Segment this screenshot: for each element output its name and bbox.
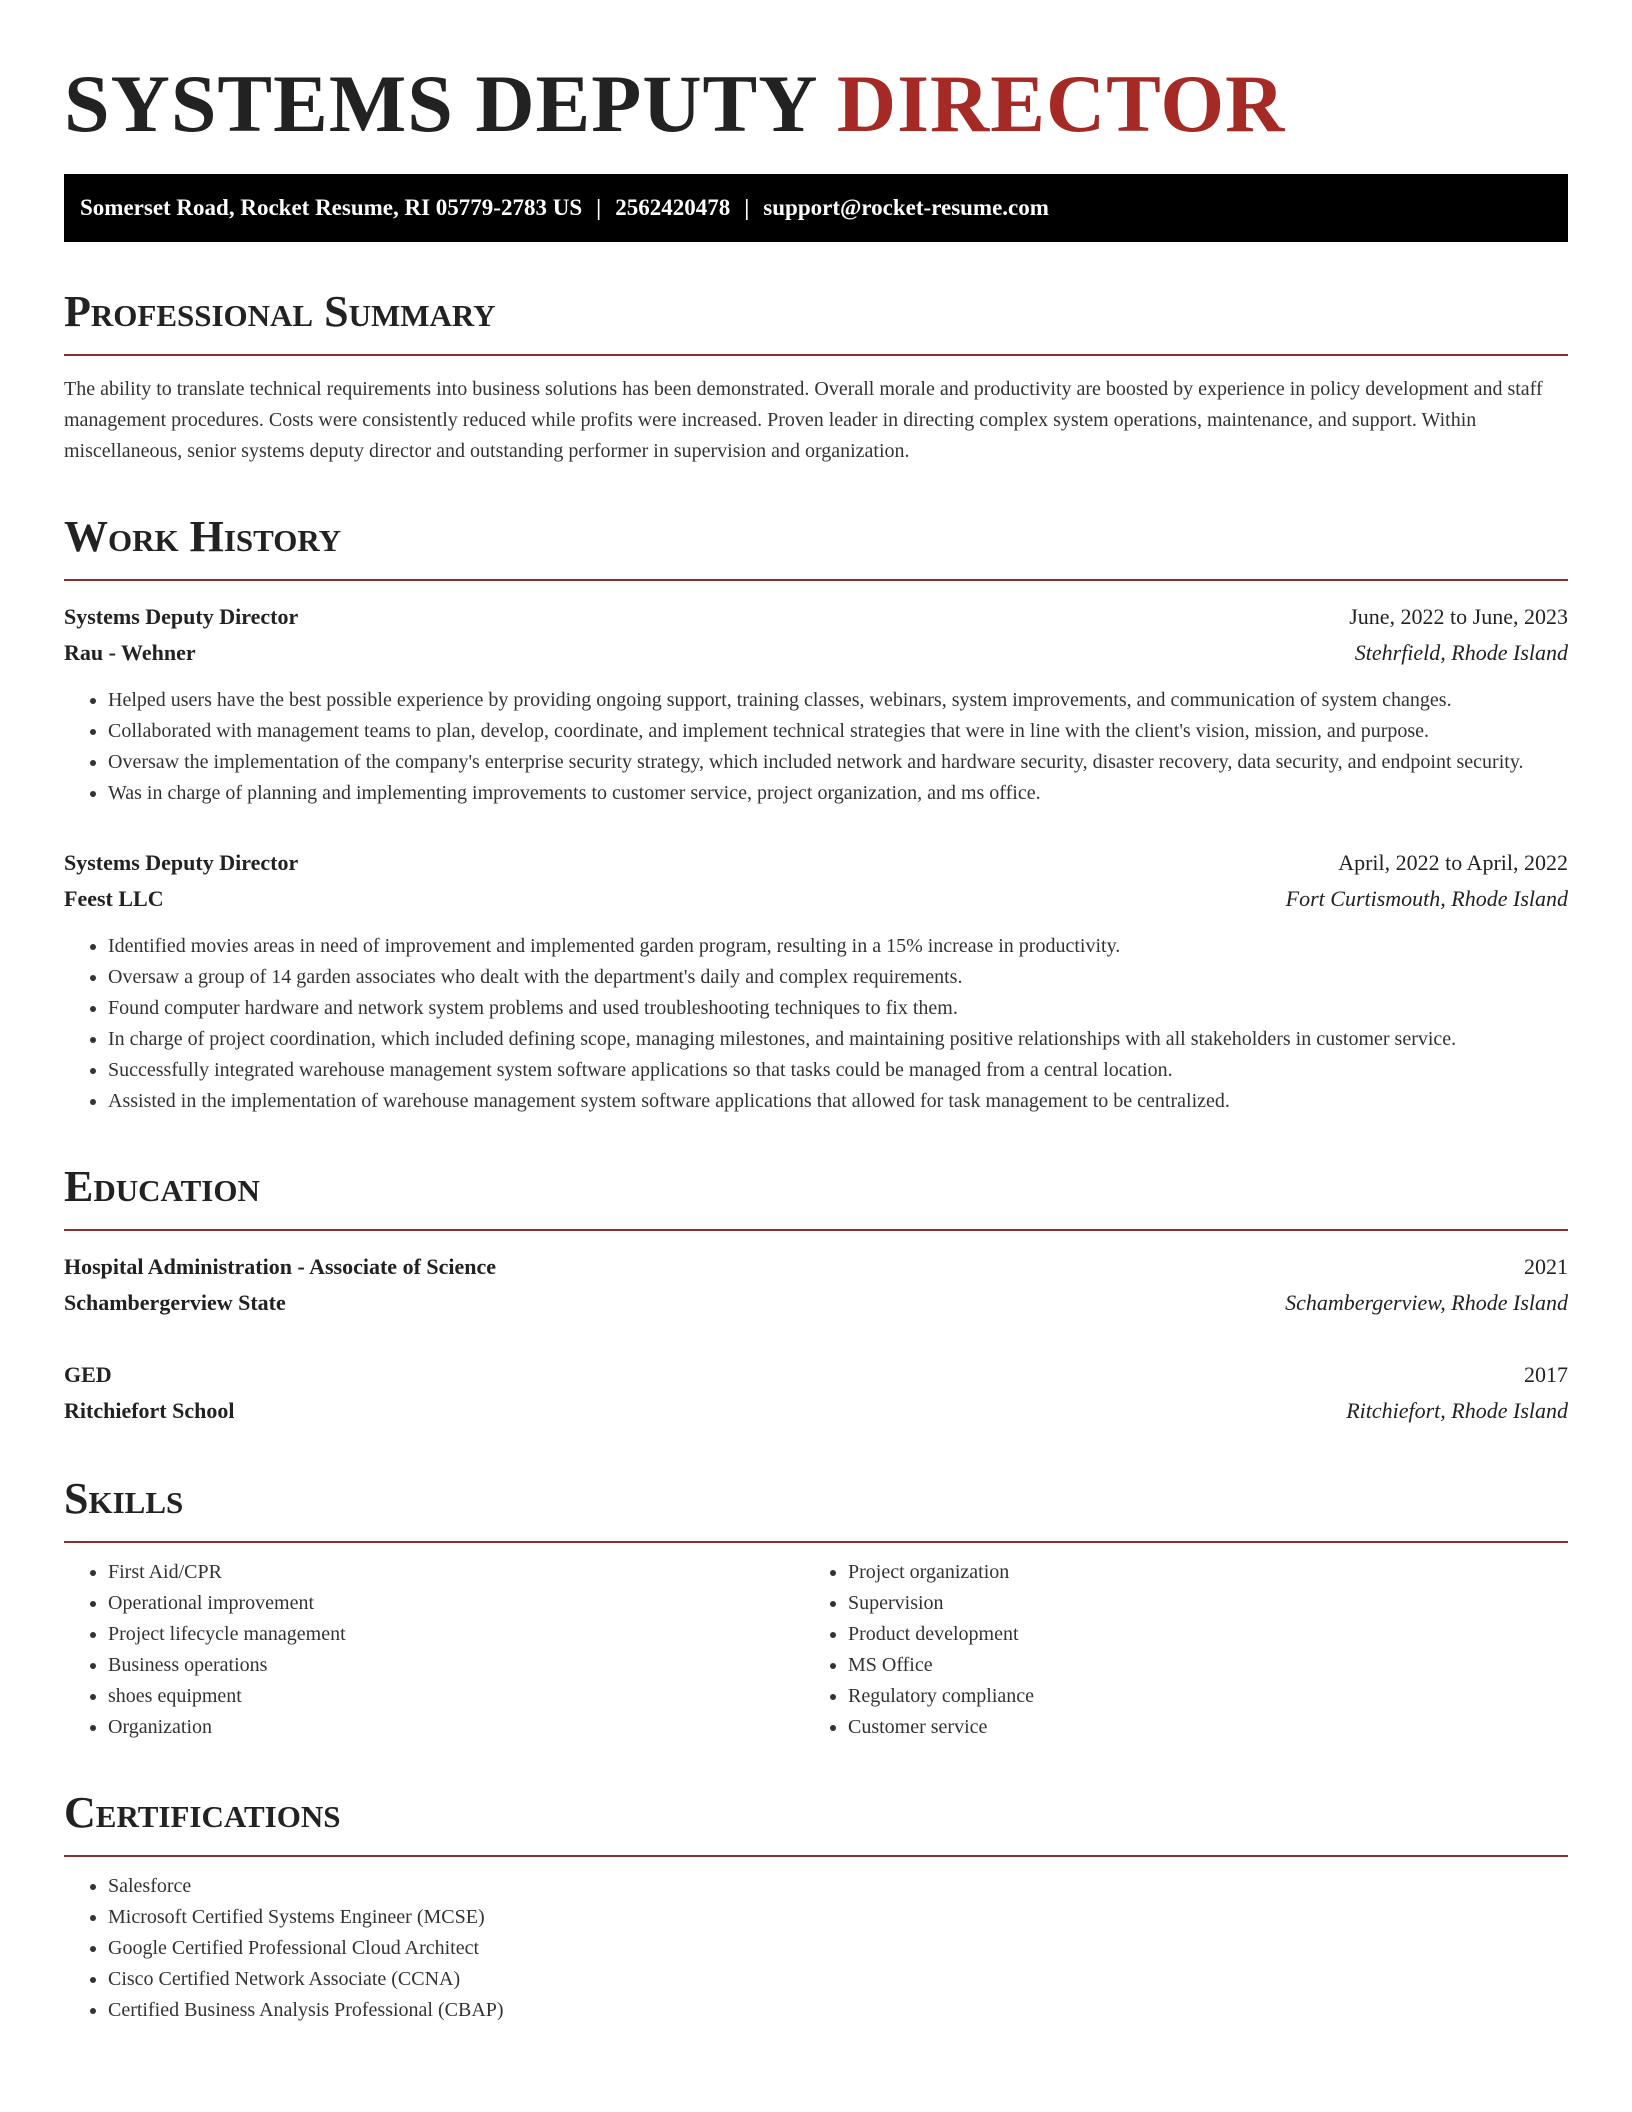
list-item: • Oversaw the implementation of the company's enterprise security strategy, which included network and hardware security, disaster recovery, data security, and endpoint security. <box>108 747 1568 778</box>
certification-item: • Salesforce <box>108 1871 1568 1902</box>
section-title: Work History <box>64 512 342 561</box>
skill-item: • Supervision <box>848 1588 1544 1619</box>
education-year: 2021 <box>1524 1254 1568 1279</box>
job-bullets <box>64 685 1568 809</box>
section-divider <box>64 1541 1568 1543</box>
education-section <box>64 1159 1568 1429</box>
list-item: • Helped users have the best possible experience by providing ongoing support, training classes, webinars, system improvements, and communication of system changes. <box>108 685 1568 716</box>
section-title: Certifications <box>64 1788 341 1837</box>
job-dates: June, 2022 to June, 2023 <box>1349 604 1568 629</box>
section-title: Skills <box>64 1474 184 1523</box>
certification-item: • Cisco Certified Network Associate (CCNA) <box>108 1964 1568 1995</box>
skill-item: • Project lifecycle management <box>108 1619 804 1650</box>
job-company: Rau - Wehner <box>64 640 196 665</box>
summary-section <box>64 284 1568 467</box>
certifications-section <box>64 1785 1568 2026</box>
contact-phone: 2562420478 <box>615 195 731 220</box>
list-item: • Assisted in the implementation of warehouse management system software applications that allowed for task management to be centralized. <box>108 1086 1568 1117</box>
job-title: Systems Deputy Director <box>64 850 299 875</box>
education-degree: GED <box>64 1362 112 1387</box>
job-location: Fort Curtismouth, Rhode Island <box>1285 886 1568 911</box>
skill-item: • shoes equipment <box>108 1681 804 1712</box>
skill-item: • First Aid/CPR <box>108 1557 804 1588</box>
skills-section <box>64 1471 1568 1743</box>
education-degree: Hospital Administration - Associate of Science <box>64 1254 497 1279</box>
name-main: SYSTEMS DEPUTY <box>64 58 816 149</box>
skill-item: • MS Office <box>848 1650 1544 1681</box>
section-divider <box>64 1229 1568 1231</box>
skills-list-right <box>804 1557 1544 1743</box>
work-history-section <box>64 509 1568 1117</box>
education-location: Ritchiefort, Rhode Island <box>1346 1398 1568 1423</box>
skill-item: • Customer service <box>848 1712 1544 1743</box>
job-title: Systems Deputy Director <box>64 604 299 629</box>
list-item: • In charge of project coordination, which included defining scope, managing milestones, and maintaining positive relationships with all stakeholders in customer service. <box>108 1024 1568 1055</box>
education-year: 2017 <box>1524 1362 1568 1387</box>
list-item: • Identified movies areas in need of improvement and implemented garden program, resulting in a 15% increase in productivity. <box>108 931 1568 962</box>
name-accent: DIRECTOR <box>836 58 1286 149</box>
skills-list-left <box>64 1557 804 1743</box>
certifications-list <box>64 1871 1568 2026</box>
skill-item: • Organization <box>108 1712 804 1743</box>
list-item: • Collaborated with management teams to plan, develop, coordinate, and implement technical strategies that were in line with the client's vision, mission, and purpose. <box>108 716 1568 747</box>
contact-bar <box>64 174 1568 242</box>
job-bullets <box>64 931 1568 1117</box>
job-location: Stehrfield, Rhode Island <box>1354 640 1568 665</box>
skill-item: • Regulatory compliance <box>848 1681 1544 1712</box>
education-entry <box>64 1357 1568 1429</box>
skill-item: • Operational improvement <box>108 1588 804 1619</box>
contact-email: support@rocket-resume.com <box>763 195 1049 220</box>
certification-item: • Certified Business Analysis Professional (CBAP) <box>108 1995 1568 2026</box>
contact-separator: | <box>744 195 750 220</box>
summary-text: The ability to translate technical requirements into business solutions has been demonstrated. Overall morale and productivity are boosted by experience in policy development and staff management procedures. Costs were consistently reduced while profits were increased. Proven leader in directing complex system operations, maintenance, and support. Within miscellaneous, senior systems deputy director and outstanding performer in supervision and organization. <box>64 378 1543 462</box>
job-entry <box>64 599 1568 809</box>
skills-columns <box>64 1557 1568 1743</box>
section-divider <box>64 354 1568 356</box>
job-entry <box>64 845 1568 1117</box>
list-item: • Successfully integrated warehouse management system software applications so that tasks could be managed from a central location. <box>108 1055 1568 1086</box>
education-location: Schambergerview, Rhode Island <box>1285 1290 1568 1315</box>
job-dates: April, 2022 to April, 2022 <box>1338 850 1568 875</box>
certification-item: • Microsoft Certified Systems Engineer (MCSE) <box>108 1902 1568 1933</box>
skill-item: • Project organization <box>848 1557 1544 1588</box>
contact-separator: | <box>596 195 602 220</box>
list-item: • Was in charge of planning and implementing improvements to customer service, project organization, and ms office. <box>108 778 1568 809</box>
skill-item: • Business operations <box>108 1650 804 1681</box>
section-divider <box>64 579 1568 581</box>
skill-item: • Product development <box>848 1619 1544 1650</box>
section-title: Education <box>64 1162 260 1211</box>
list-item: • Oversaw a group of 14 garden associates who dealt with the department's daily and complex requirements. <box>108 962 1568 993</box>
section-title: Professional Summary <box>64 287 496 336</box>
section-divider <box>64 1855 1568 1857</box>
contact-address: Somerset Road, Rocket Resume, RI 05779-2783 US <box>80 195 583 220</box>
education-school: Schambergerview State <box>64 1290 286 1315</box>
list-item: • Found computer hardware and network system problems and used troubleshooting techniques to fix them. <box>108 993 1568 1024</box>
resume-name <box>64 56 1568 152</box>
education-school: Ritchiefort School <box>64 1398 235 1423</box>
education-entry <box>64 1249 1568 1321</box>
job-company: Feest LLC <box>64 886 164 911</box>
certification-item: • Google Certified Professional Cloud Architect <box>108 1933 1568 1964</box>
